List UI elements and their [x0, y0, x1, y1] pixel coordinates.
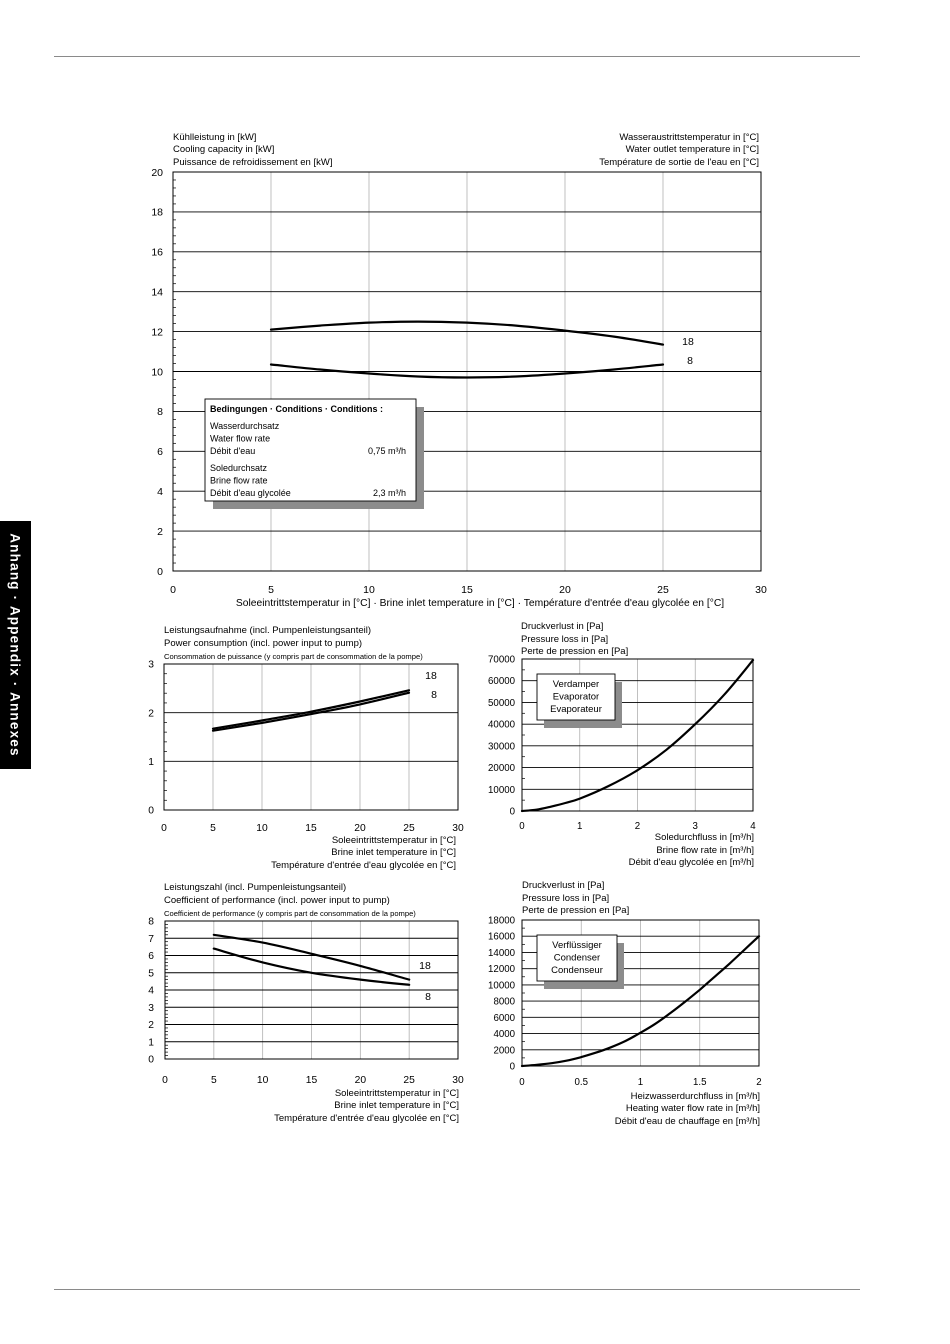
x-axis-title: Soledurchfluss in [m³/h]	[654, 832, 754, 843]
chart-cooling	[151, 132, 767, 609]
y-axis-title: Power consumption (incl. power input to pump)	[164, 638, 363, 649]
conditions-brine-label: Brine flow rate	[210, 475, 268, 486]
x-tick-label: 1	[577, 821, 583, 832]
conditions-brine-value: 2,3 m³/h	[372, 488, 406, 498]
y-axis-title: Consommation de puissance (y compris part de consommation de la pompe)	[164, 652, 423, 661]
y-axis-title: Cooling capacity in [kW]	[173, 144, 275, 155]
y-tick-label: 20	[151, 166, 163, 179]
x-axis-title: Heating water flow rate in [m³/h]	[625, 1103, 760, 1114]
conditions-water-label: Water flow rate	[210, 433, 271, 444]
y-tick-label: 14000	[488, 947, 515, 959]
y-axis-title: Coefficient de performance (y compris part de consommation de la pompe)	[164, 909, 416, 918]
y-tick-label: 18000	[488, 915, 515, 927]
series-label: 8	[431, 689, 437, 701]
y-axis-title: Leistungsaufnahme (incl. Pumpenleistungsanteil)	[164, 625, 372, 636]
y-tick-label: 12	[151, 326, 163, 339]
x-tick-label: 10	[256, 823, 268, 834]
x-tick-label: 5	[210, 1075, 217, 1086]
series-axis-title: Wasseraustrittstemperatur in [°C]	[619, 132, 759, 143]
y-axis-title: Coefficient of performance (incl. power input to pump)	[164, 895, 390, 906]
component-box-label: Evaporateur	[550, 704, 602, 715]
x-tick-label: 2	[756, 1077, 762, 1088]
conditions-brine-label: Soledurchsatz	[210, 463, 268, 473]
y-tick-label: 3	[148, 1002, 154, 1014]
x-axis-title: Brine flow rate in [m³/h]	[656, 845, 754, 856]
y-tick-label: 18	[151, 206, 163, 219]
x-axis-title: Débit d'eau de chauffage en [m³/h]	[614, 1116, 760, 1127]
x-tick-label: 15	[305, 823, 317, 834]
x-axis-title: Soleeintrittstemperatur in [°C]	[334, 1088, 459, 1099]
conditions-water-value: 0,75 m³/h	[367, 446, 406, 456]
x-tick-label: 10	[363, 584, 375, 596]
y-tick-label: 70000	[488, 654, 515, 666]
x-tick-label: 2	[634, 821, 641, 832]
y-tick-label: 12000	[488, 964, 515, 976]
y-axis-title: Perte de pression en [Pa]	[521, 646, 629, 657]
y-tick-label: 20000	[488, 763, 515, 775]
x-tick-label: 30	[452, 1075, 464, 1086]
y-tick-label: 8	[148, 916, 154, 928]
series-label: 18	[682, 336, 694, 348]
conditions-brine-label: Débit d'eau glycolée	[210, 488, 291, 498]
x-tick-label: 0	[162, 1075, 168, 1086]
y-tick-label: 1	[148, 757, 154, 769]
y-axis-title: Pressure loss in [Pa]	[521, 634, 609, 645]
x-tick-label: 20	[559, 584, 571, 596]
y-tick-label: 8000	[493, 996, 515, 1008]
y-tick-label: 60000	[488, 676, 515, 688]
y-tick-label: 0	[148, 1054, 154, 1066]
y-tick-label: 2000	[493, 1045, 515, 1057]
side-tab-label: Anhang · Appendix · Annexes	[7, 533, 23, 757]
x-tick-label: 20	[354, 823, 366, 834]
y-tick-label: 40000	[488, 719, 515, 731]
x-tick-label: 30	[452, 823, 464, 834]
x-tick-label: 15	[305, 1075, 318, 1086]
y-tick-label: 1	[148, 1037, 154, 1049]
chart-cond	[488, 880, 762, 1127]
x-tick-label: 0.5	[574, 1077, 588, 1088]
y-axis-title: Puissance de refroidissement en [kW]	[173, 157, 333, 168]
chart-evap	[488, 621, 756, 868]
y-axis-title: Druckverlust in [Pa]	[521, 621, 604, 632]
x-tick-label: 10	[256, 1075, 269, 1086]
y-tick-label: 0	[509, 1061, 515, 1073]
y-tick-label: 30000	[488, 741, 515, 753]
x-axis-title: Température d'entrée d'eau glycolée en [°C]	[274, 1113, 459, 1124]
component-box-label: Verdamper	[552, 679, 600, 690]
x-tick-label: 20	[354, 1075, 367, 1086]
x-axis-title: Soleeintrittstemperatur in [°C] · Brine inlet temperature in [°C] · Température d'entrée d'eau glycolée en [°C]	[235, 598, 725, 609]
y-tick-label: 4	[148, 985, 154, 997]
y-tick-label: 2	[157, 525, 163, 538]
y-axis-title: Druckverlust in [Pa]	[522, 880, 605, 891]
y-axis-title: Leistungszahl (incl. Pumpenleistungsanteil)	[164, 882, 347, 893]
x-tick-label: 15	[461, 584, 473, 596]
x-tick-label: 4	[750, 821, 756, 832]
y-tick-label: 10000	[488, 980, 515, 992]
x-tick-label: 25	[657, 584, 669, 596]
x-tick-label: 5	[268, 584, 274, 596]
x-tick-label: 0	[170, 584, 176, 596]
x-tick-label: 25	[403, 1075, 415, 1086]
x-tick-label: 30	[755, 584, 767, 596]
component-box-label: Condenser	[553, 952, 601, 964]
conditions-water-label: Débit d'eau	[210, 446, 256, 456]
y-tick-label: 0	[157, 565, 163, 578]
y-axis-title: Kühlleistung in [kW]	[173, 132, 257, 143]
x-tick-label: 1.5	[693, 1077, 707, 1088]
x-axis-title: Brine inlet temperature in [°C]	[334, 1100, 459, 1111]
x-tick-label: 0	[161, 823, 167, 834]
series-axis-title: Water outlet temperature in [°C]	[625, 144, 759, 155]
y-axis-title: Pressure loss in [Pa]	[522, 893, 610, 904]
component-box-label: Verflüssiger	[552, 940, 602, 951]
conditions-water-label: Wasserdurchsatz	[210, 421, 280, 431]
y-tick-label: 16000	[488, 931, 515, 943]
y-axis-title: Perte de pression en [Pa]	[522, 905, 630, 916]
y-tick-label: 16	[151, 246, 163, 259]
x-tick-label: 25	[403, 823, 415, 834]
component-box-label: Condenseur	[551, 965, 603, 976]
x-axis-title: Température d'entrée d'eau glycolée en [°C]	[271, 860, 456, 871]
x-axis-title: Soleeintrittstemperatur in [°C]	[331, 835, 456, 846]
y-tick-label: 6000	[493, 1012, 515, 1024]
series-axis-title: Température de sortie de l'eau en [°C]	[599, 157, 759, 168]
y-tick-label: 10000	[488, 784, 515, 796]
y-tick-label: 6	[157, 446, 163, 459]
y-tick-label: 2	[148, 708, 154, 720]
series-label: 8	[425, 991, 431, 1003]
y-tick-label: 3	[148, 659, 154, 671]
x-axis-title: Débit d'eau glycolée en [m³/h]	[628, 857, 754, 868]
y-tick-label: 10	[151, 366, 163, 379]
component-box-label: Evaporator	[552, 691, 600, 703]
y-tick-label: 5	[148, 968, 154, 980]
x-tick-label: 5	[210, 823, 216, 834]
x-tick-label: 0	[519, 1077, 525, 1088]
conditions-title: Bedingungen · Conditions · Conditions :	[210, 404, 383, 414]
y-tick-label: 8	[157, 406, 163, 419]
y-tick-label: 50000	[488, 697, 515, 709]
y-tick-label: 14	[151, 286, 163, 299]
chart-power	[148, 625, 464, 871]
series-label: 8	[687, 355, 693, 367]
y-tick-label: 4000	[493, 1029, 515, 1041]
y-tick-label: 2	[148, 1020, 154, 1032]
y-tick-label: 6	[148, 951, 154, 963]
y-tick-label: 0	[509, 806, 515, 818]
y-tick-label: 0	[148, 805, 154, 817]
x-tick-label: 0	[519, 821, 525, 832]
chart-cop	[148, 882, 464, 1124]
x-tick-label: 3	[692, 821, 698, 832]
x-tick-label: 1	[637, 1077, 644, 1088]
x-axis-title: Brine inlet temperature in [°C]	[331, 847, 456, 858]
y-tick-label: 7	[148, 933, 154, 945]
x-axis-title: Heizwasserdurchfluss in [m³/h]	[630, 1091, 760, 1102]
series-label: 18	[425, 670, 437, 682]
y-tick-label: 4	[157, 485, 163, 498]
series-label: 18	[419, 960, 431, 972]
